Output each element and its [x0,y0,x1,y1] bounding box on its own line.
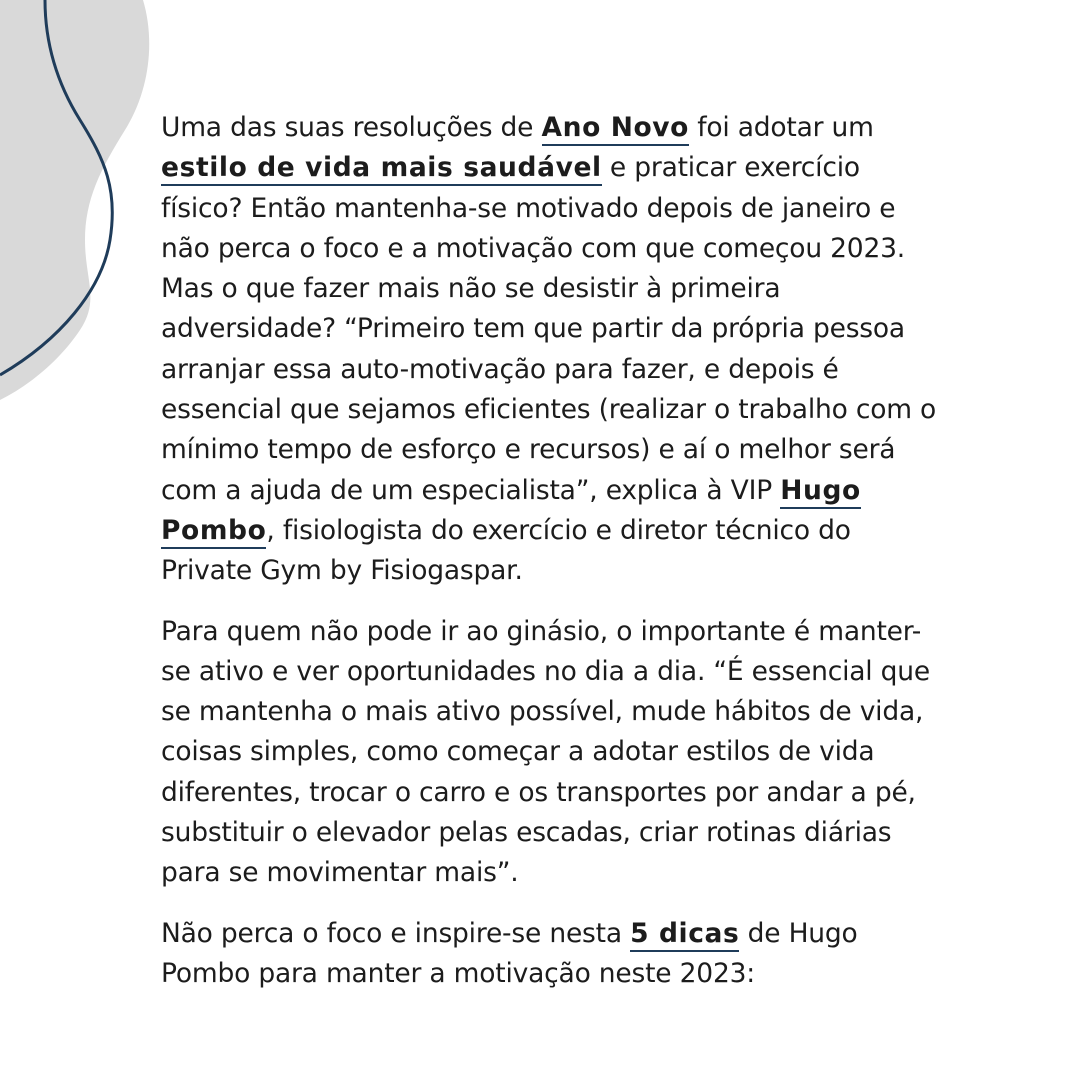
text-segment: , fisiologista do exercício e diretor técnico do Private Gym by Fisiogaspar. [161,514,851,587]
paragraph-stay-active [161,612,941,894]
grey-blob-shape [0,0,149,400]
text-segment: de Hugo Pombo para manter a motivação neste 2023: [161,917,858,989]
text-segment: Uma das suas resoluções de [161,112,542,143]
paragraph-tips-intro [161,914,941,995]
text-segment: e praticar exercício físico? Então mantenha-se motivado depois de janeiro e não perca o foco e a motivação com que começou 2023. Mas o que fazer mais não se desistir à primeira adversidade? “Primeiro tem que partir da própria pessoa arranjar essa auto-motivação para fazer, e depois é essencial que sejamos eficientes (realizar o trabalho com o mínimo tempo de esforço e recursos) e aí o melhor será com a ajuda de um especialista”, explica à VIP [161,152,937,506]
link-estilo-de-vida[interactable]: estilo de vida mais saudável [161,152,602,186]
text-segment: foi adotar um [688,112,874,143]
article-body [161,108,941,1014]
paragraph-intro [161,108,941,592]
text-segment: Não perca o foco e inspire-se nesta [161,917,631,949]
text-segment: Para quem não pode ir ao ginásio, o importante é manter-se ativo e ver oportunidades no dia a dia. “É essencial que se mantenha o mais ativo possível, mude hábitos de vida, coisas simples, como começar a adotar estilos de vida diferentes, trocar o carro e os transportes por andar a pé, substituir o elevador pelas escadas, criar rotinas diárias para se movimentar mais”. [161,615,930,889]
link-ano-novo[interactable]: Ano Novo [542,112,689,146]
link-hugo-pombo[interactable]: Hugo Pombo [161,475,861,549]
link-5-dicas[interactable]: 5 dicas [630,918,739,952]
